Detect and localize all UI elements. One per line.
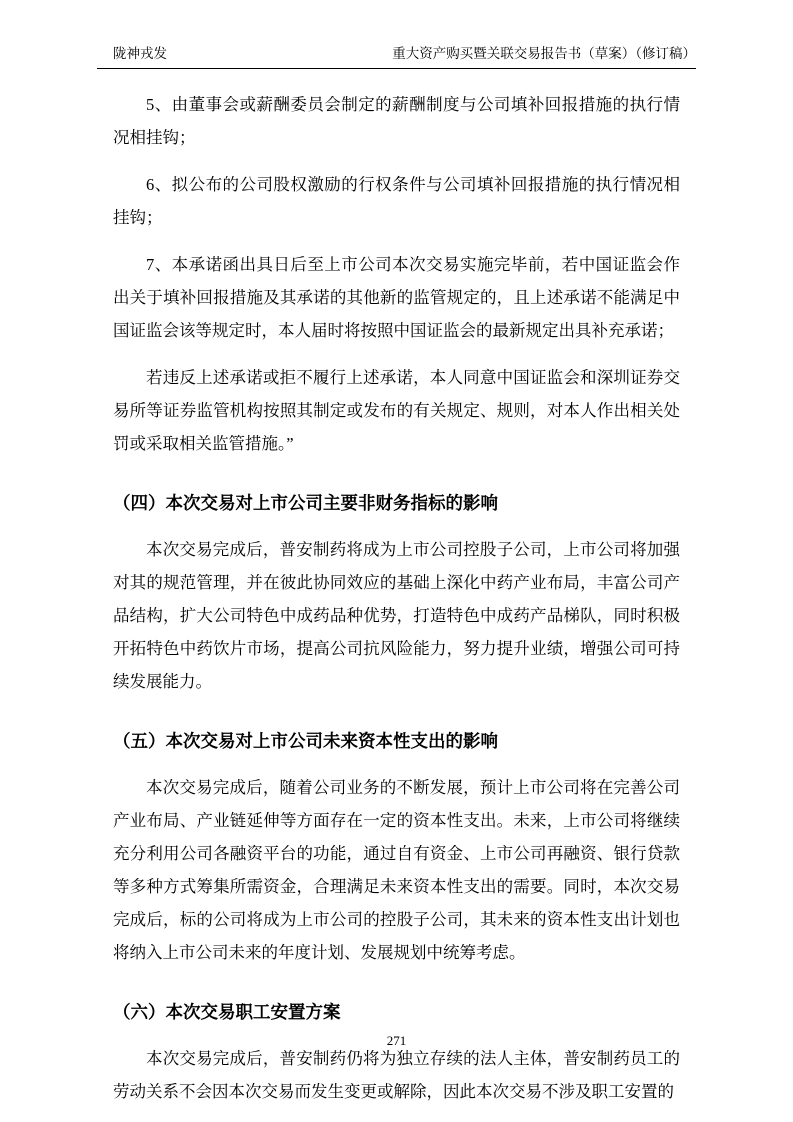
paragraph-item-5: 5、由董事会或薪酬委员会制定的薪酬制度与公司填补回报措施的执行情况相挂钩； [113,95,680,147]
section-heading-five: （五）本次交易对上市公司未来资本性支出的影响 [113,731,498,751]
paragraph-item-6: 6、拟公布的公司股权激励的行权条件与公司填补回报措施的执行情况相挂钩； [113,175,680,227]
page-footer [0,1033,793,1049]
paragraph-item-7: 7、本承诺函出具日后至上市公司本次交易实施完毕前，若中国证监会作出关于填补回报措施及其承诺的其他新的监管规定的，且上述承诺不能满足中国证监会该等规定时，本人届时将按照中国证监会的最新规定出具补充承诺； [113,255,680,340]
paragraph-section-five: 本次交易完成后，随着公司业务的不断发展，预计上市公司将在完善公司产业布局、产业链延伸等方面存在一定的资本性支出。未来，上市公司将继续充分利用公司各融资平台的功能，通过自有资金、上市公司再融资、银行贷款等多种方式筹集所需资金，合理满足未来资本性支出的需要。同时，本次交易完成后，标的公司将成为上市公司的控股子公司，其未来的资本性支出计划也将纳入上市公司未来的年度计划、发展规划中统筹考虑。 [113,778,680,962]
page-header [97,46,696,69]
paragraph-section-four: 本次交易完成后，普安制药将成为上市公司控股子公司，上市公司将加强对其的规范管理，并在彼此协同效应的基础上深化中药产业布局，丰富公司产品结构，扩大公司特色中成药品种优势，打造特色中成药产品梯队，同时积极开拓特色中药饮片市场，提高公司抗风险能力，努力提升业绩，增强公司可持续发展能力。 [113,540,680,691]
header-document-title: 重大资产购买暨关联交易报告书（草案）（修订稿） [392,46,696,61]
document-body [113,88,680,1122]
header-company-name: 陇神戎发 [113,46,167,61]
section-heading-four: （四）本次交易对上市公司主要非财务指标的影响 [113,493,498,513]
paragraph-violation-clause: 若违反上述承诺或拒不履行上述承诺，本人同意中国证监会和深圳证券交易所等证券监管机构按照其制定或发布的有关规定、规则，对本人作出相关处罚或采取相关监管措施。” [113,368,680,453]
paragraph-section-six: 本次交易完成后，普安制药仍将为独立存续的法人主体，普安制药员工的劳动关系不会因本次交易而发生变更或解除，因此本次交易不涉及职工安置的 [113,1049,680,1101]
section-heading-six: （六）本次交易职工安置方案 [113,1002,341,1022]
page-number: 271 [386,1033,407,1048]
